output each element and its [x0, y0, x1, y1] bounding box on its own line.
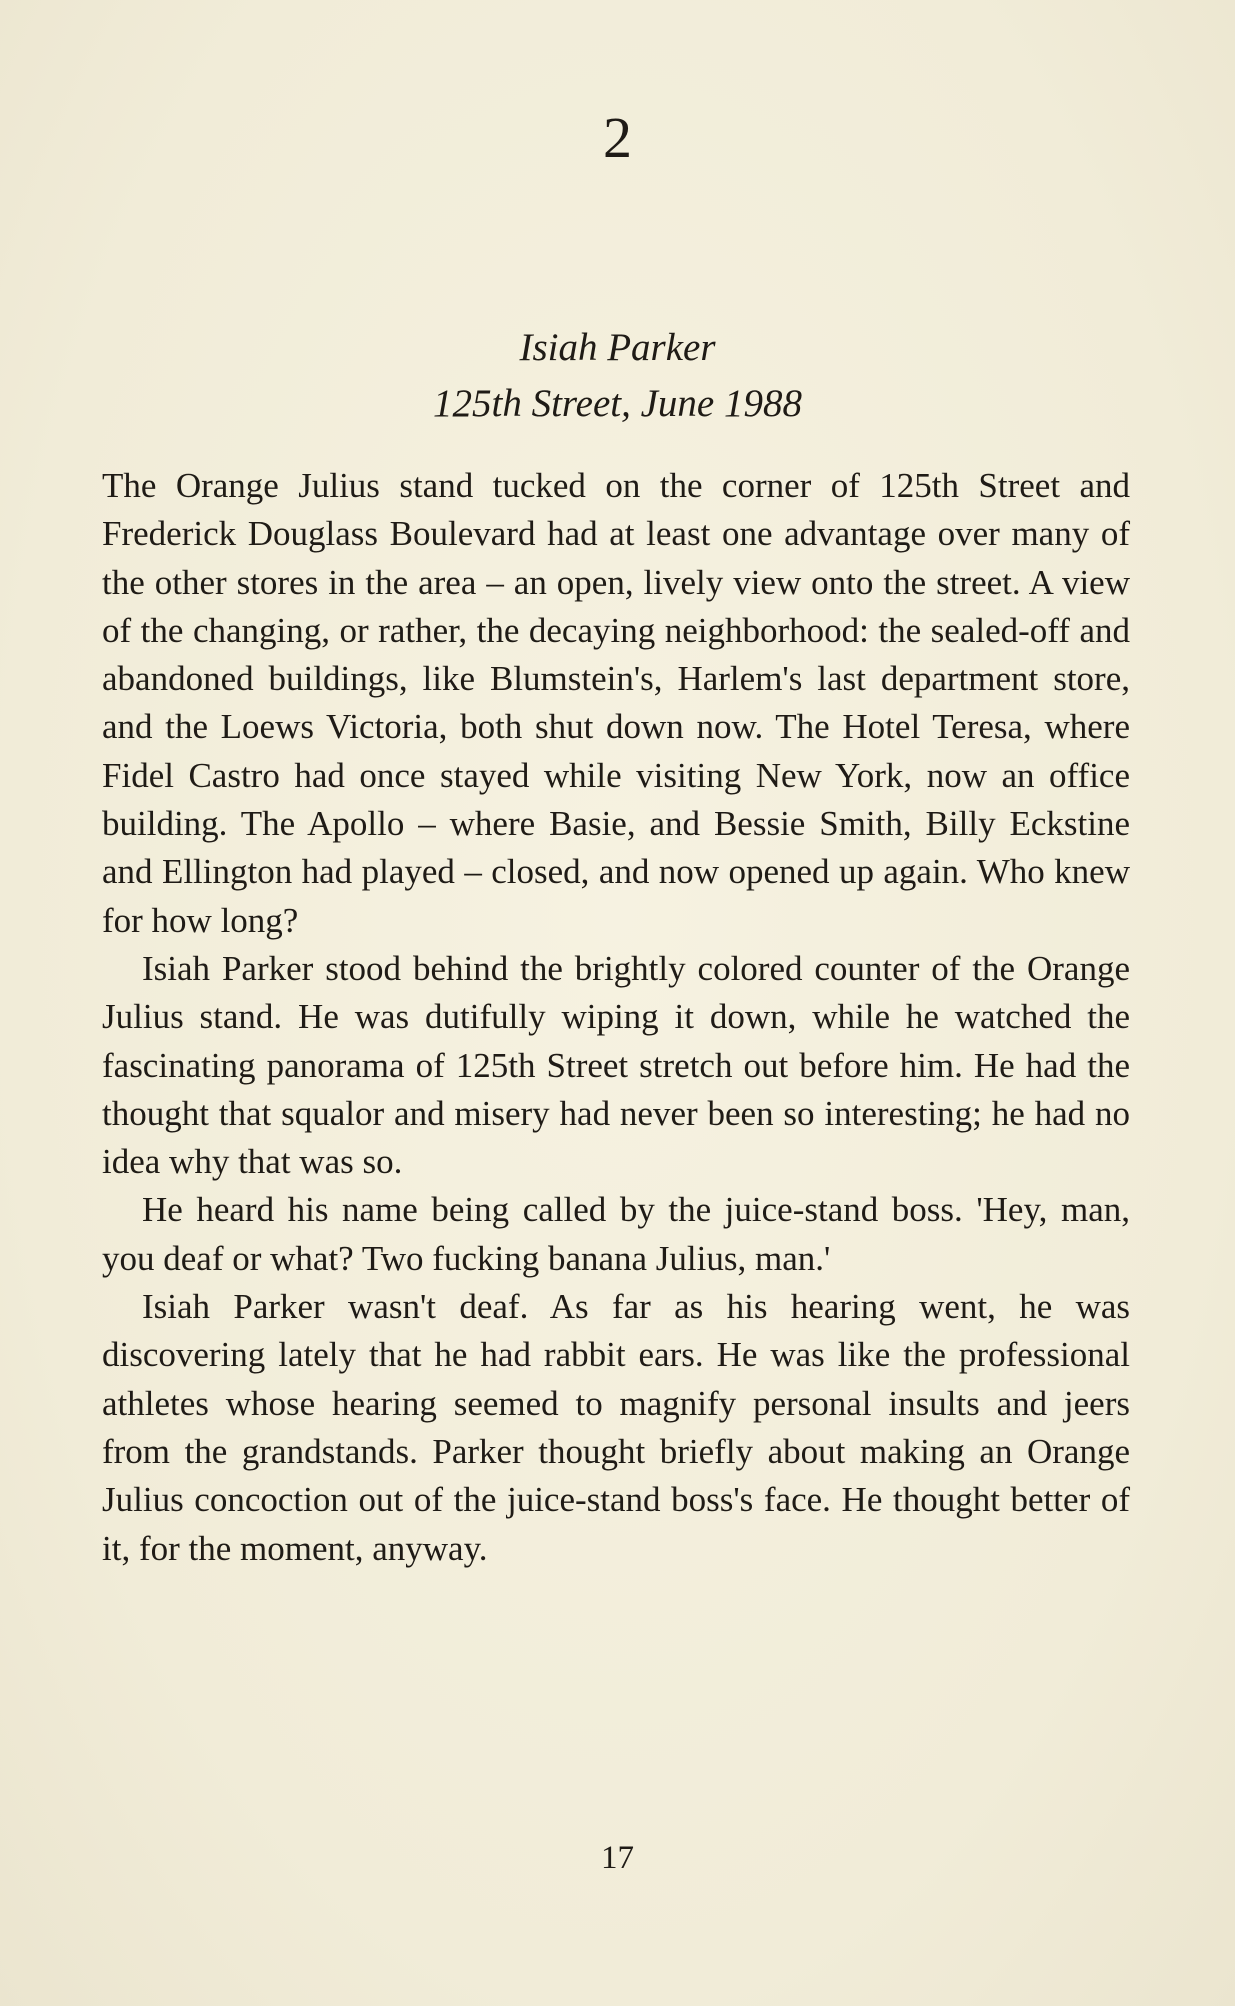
- paragraph-1: The Orange Julius stand tucked on the corner of 125th Street and Frederick Douglass Boulevard had at least one advantage over many of the other stores in the area – an open, lively view onto the street. A view of the changing, or rather, the decaying neighborhood: the sealed-off and abandoned buildings, like Blumstein's, Harlem's last department store, and the Loews Victoria, both shut down now. The Hotel Teresa, where Fidel Castro had once stayed while visiting New York, now an office building. The Apollo – where Basie, and Bessie Smith, Billy Eckstine and Ellington had played – closed, and now opened up again. Who knew for how long?: [102, 466, 1130, 940]
- paragraph-2: Isiah Parker stood behind the brightly colored counter of the Orange Julius stand. He was dutifully wiping it down, while he watched the fascinating panorama of 125th Street stretch out before him. He had the thought that squalor and misery had never been so interesting; he had no idea why that was so.: [102, 948, 1130, 1182]
- chapter-heading: [0, 320, 1235, 432]
- chapter-number: 2: [603, 105, 632, 170]
- paragraph-4: Isiah Parker wasn't deaf. As far as his hearing went, he was discovering lately that he had rabbit ears. He was like the professional athletes whose hearing seemed to magnify personal insults and jeers from the grandstands. Parker thought briefly about making an Orange Julius concoction out of the juice-stand boss's face. He thought better of it, for the moment, anyway.: [102, 1287, 1130, 1568]
- character-name: Isiah Parker: [519, 326, 716, 369]
- page-number: 17: [601, 1840, 634, 1876]
- place-date: 125th Street, June 1988: [433, 382, 802, 425]
- paragraph-3: He heard his name being called by the juice-stand boss. 'Hey, man, you deaf or what? Two fucking banana Julius, man.': [102, 1190, 1130, 1278]
- chapter-body: [102, 462, 1130, 1573]
